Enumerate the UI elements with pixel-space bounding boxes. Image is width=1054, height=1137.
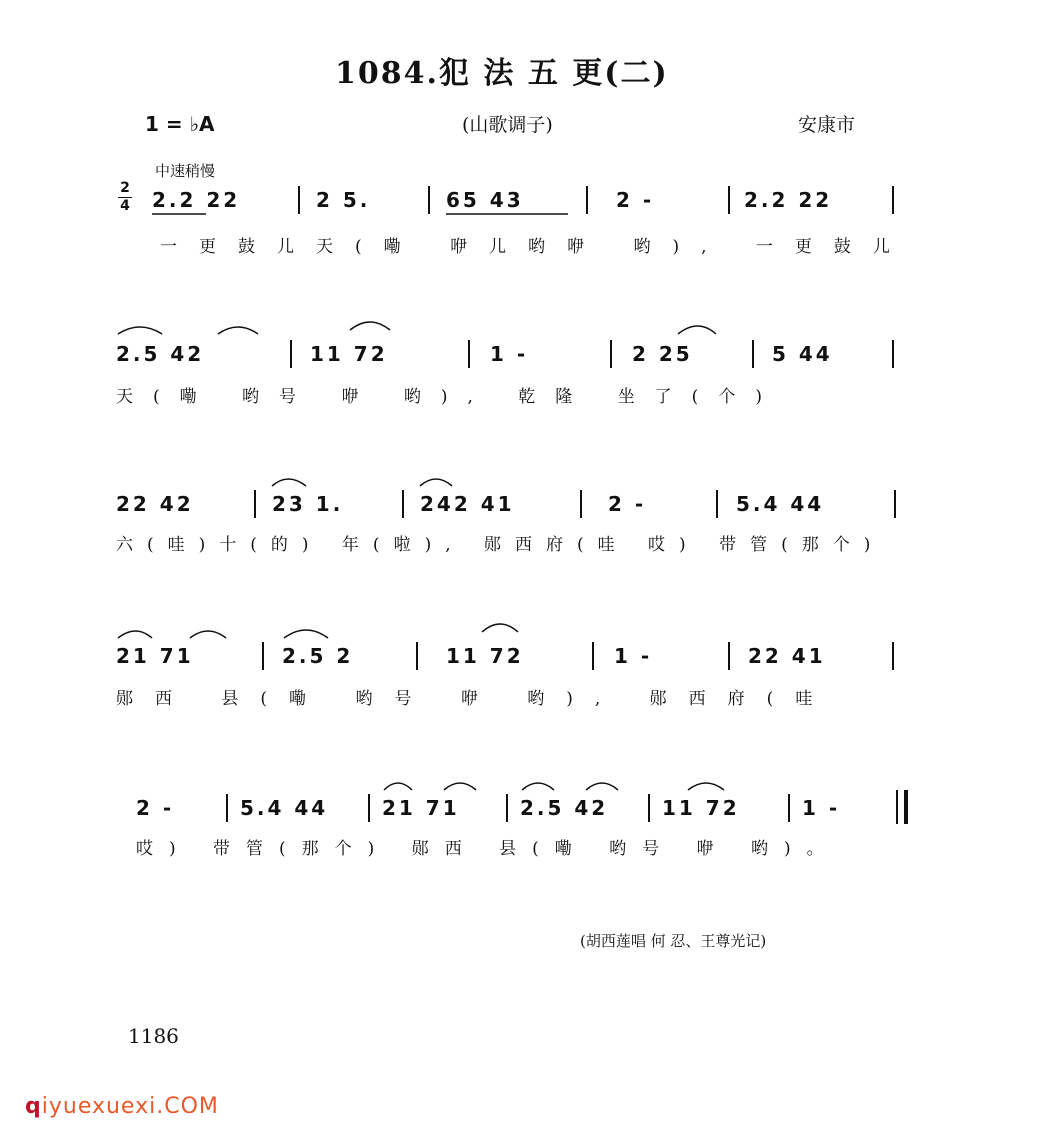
lyrics-line: 天(嘞 哟号 咿 哟), 乾隆 坐了(个) bbox=[116, 387, 782, 407]
slur bbox=[586, 783, 618, 790]
measure: 65 43 bbox=[446, 188, 524, 212]
measure: 2.2 22 bbox=[744, 188, 833, 212]
slur bbox=[688, 783, 724, 790]
slur bbox=[190, 631, 226, 638]
measure: 1 - bbox=[614, 644, 653, 668]
measure: 242 41 bbox=[420, 492, 515, 516]
key-signature: 1 = ♭A bbox=[145, 112, 215, 136]
slur bbox=[118, 631, 152, 638]
lyrics-line: 哎) 带管(那个) 郧西 县(嘞 哟号 咿 哟)。 bbox=[136, 839, 840, 859]
slur bbox=[118, 327, 162, 334]
slur bbox=[218, 327, 258, 334]
measure: 2.2 22 bbox=[152, 188, 241, 212]
measure: 21 71 bbox=[382, 796, 460, 820]
watermark-q-logo: q bbox=[25, 1094, 42, 1119]
measure: 22 41 bbox=[748, 644, 826, 668]
slur bbox=[350, 322, 390, 330]
lyrics-line: 郧西 县(嘞 哟号 咿 哟), 郧西府(哇 bbox=[116, 689, 835, 709]
measure: 2 25 bbox=[632, 342, 693, 366]
measure: 1 - bbox=[802, 796, 841, 820]
slur bbox=[384, 783, 412, 790]
page-number: 1186 bbox=[128, 1024, 179, 1048]
measure: 2 - bbox=[136, 796, 175, 820]
site-watermark bbox=[25, 1094, 219, 1119]
measure: 2.5 42 bbox=[520, 796, 609, 820]
measure: 21 71 bbox=[116, 644, 194, 668]
lyrics-line: 六(哇)十(的) 年(啦), 郧西府(哇 哎) 带管(那个) bbox=[116, 535, 885, 555]
tempo-marking: 中速稍慢 bbox=[155, 162, 216, 180]
measure: 22 42 bbox=[116, 492, 194, 516]
measure: 11 72 bbox=[446, 644, 524, 668]
measure: 5.4 44 bbox=[240, 796, 329, 820]
slur bbox=[482, 624, 518, 632]
time-signature-top: 2 bbox=[120, 180, 130, 196]
genre-subtitle: (山歌调子) bbox=[462, 114, 553, 136]
measure: 23 1. bbox=[272, 492, 344, 516]
song-title: 1084.犯 法 五 更(二) bbox=[335, 56, 669, 91]
slur bbox=[444, 783, 476, 790]
lyrics-line: 一更鼓儿天(嘞 咿儿哟咿 哟), 一更鼓儿 bbox=[160, 237, 912, 257]
slur bbox=[272, 479, 306, 486]
measure: 11 72 bbox=[662, 796, 740, 820]
slur bbox=[522, 783, 554, 790]
slur bbox=[678, 326, 716, 334]
slur bbox=[284, 630, 328, 638]
region-label: 安康市 bbox=[798, 114, 856, 136]
measure: 2.5 2 bbox=[282, 644, 354, 668]
measure: 2 - bbox=[616, 188, 655, 212]
measure: 2 - bbox=[608, 492, 647, 516]
measure: 1 - bbox=[490, 342, 529, 366]
time-signature-bottom: 4 bbox=[118, 197, 132, 215]
slur bbox=[420, 479, 452, 486]
measure: 2.5 42 bbox=[116, 342, 205, 366]
credit-line: (胡西莲唱 何 忍、王尊光记) bbox=[580, 932, 767, 950]
measure: 5 44 bbox=[772, 342, 833, 366]
measure: 11 72 bbox=[310, 342, 388, 366]
measure: 2 5. bbox=[316, 188, 371, 212]
watermark-text: iyuexuexi.COM bbox=[41, 1094, 219, 1119]
measure: 5.4 44 bbox=[736, 492, 825, 516]
